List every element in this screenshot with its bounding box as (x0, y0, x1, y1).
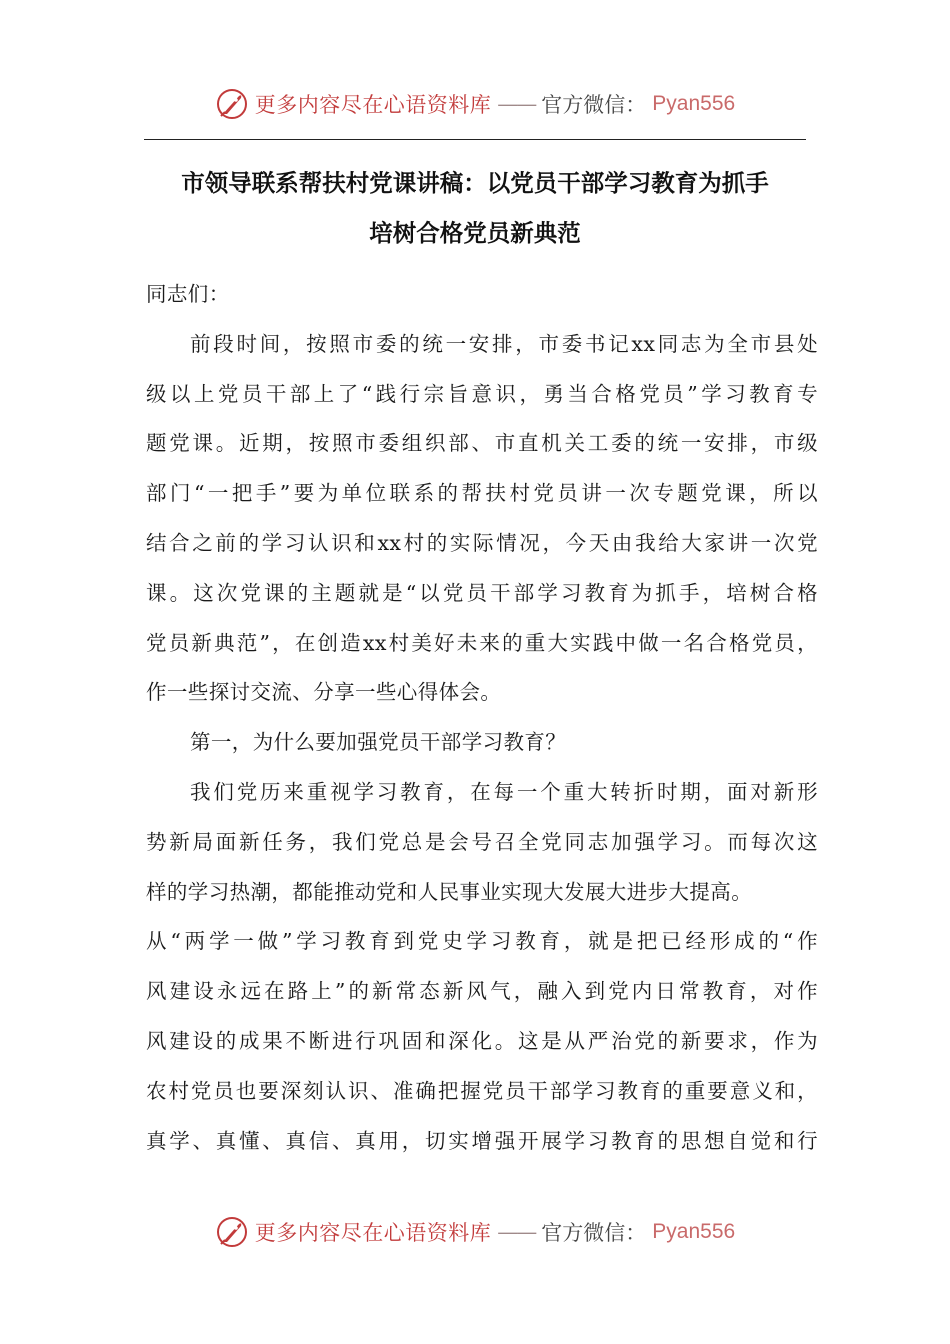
paragraph-line: 样的学习热潮，都能推动党和人民事业实现大发展大进步大提高。 (146, 879, 753, 904)
quill-logo-icon (215, 87, 249, 121)
salutation (146, 270, 818, 320)
section-heading-text: 第一，为什么要加强党员干部学习教育？ (190, 730, 567, 755)
paragraph-section-1 (146, 768, 818, 1166)
paragraph-intro (146, 320, 818, 718)
banner-brand-text: 更多内容尽在心语资料库 (254, 1221, 492, 1245)
banner-dash: —— (497, 1220, 536, 1244)
document-body (146, 270, 818, 1166)
banner-wechat-id: Pyan556 (652, 1220, 736, 1243)
paragraph-line: 级以上党员干部上了“践行宗旨意识，勇当合格党员”学习教育专 (146, 381, 818, 406)
paragraph-line: 农村党员也要深刻认识、准确把握党员干部学习教育的重要意义和， (146, 1078, 818, 1103)
paragraph-line: 真学、真懂、真信、真用，切实增强开展学习教育的思想自觉和行 (146, 1128, 818, 1153)
banner-wechat-label: 官方微信： (541, 93, 647, 117)
footer-watermark-banner (0, 1212, 950, 1252)
paragraph-line: 势新局面新任务，我们党总是会号召全党同志加强学习。而每次这 (146, 829, 818, 854)
paragraph-line: 风建设永远在路上”的新常态新风气，融入到党内日常教育，对作 (146, 979, 818, 1004)
salutation-text: 同志们： (146, 282, 230, 306)
quill-logo-icon (215, 1215, 249, 1249)
paragraph-line: 结合之前的学习认识和xx村的实际情况，今天由我给大家讲一次党 (146, 530, 818, 555)
paragraph-line: 从“两学一做”学习教育到党史学习教育，就是把已经形成的“作 (146, 929, 818, 954)
document-title (120, 158, 830, 258)
banner-dash: —— (497, 92, 536, 116)
paragraph-line: 我们党历来重视学习教育，在每一个重大转折时期，面对新形 (190, 779, 818, 804)
paragraph-line: 风建设的成果不断进行巩固和深化。这是从严治党的新要求，作为 (146, 1028, 818, 1053)
banner-wechat-id: Pyan556 (652, 92, 736, 115)
paragraph-line: 作一些探讨交流、分享一些心得体会。 (146, 680, 502, 705)
banner-brand-text: 更多内容尽在心语资料库 (254, 93, 492, 117)
paragraph-line: 课。这次党课的主题就是“以党员干部学习教育为抓手，培树合格 (146, 580, 818, 605)
title-line-2: 培树合格党员新典范 (369, 219, 581, 247)
paragraph-line: 题党课。近期，按照市委组织部、市直机关工委的统一安排，市级 (146, 431, 818, 456)
paragraph-line: 党员新典范”，在创造xx村美好未来的重大实践中做一名合格党员， (146, 630, 818, 655)
header-divider (144, 139, 806, 140)
title-line-1: 市领导联系帮扶村党课讲稿：以党员干部学习教育为抓手 (181, 169, 769, 197)
header-watermark-banner (0, 84, 950, 124)
paragraph-line: 部门“一把手”要为单位联系的帮扶村党员讲一次专题党课，所以 (146, 481, 818, 506)
section-heading-1 (146, 718, 818, 768)
paragraph-line: 前段时间，按照市委的统一安排，市委书记xx同志为全市县处 (190, 331, 818, 356)
banner-wechat-label: 官方微信： (541, 1221, 647, 1245)
